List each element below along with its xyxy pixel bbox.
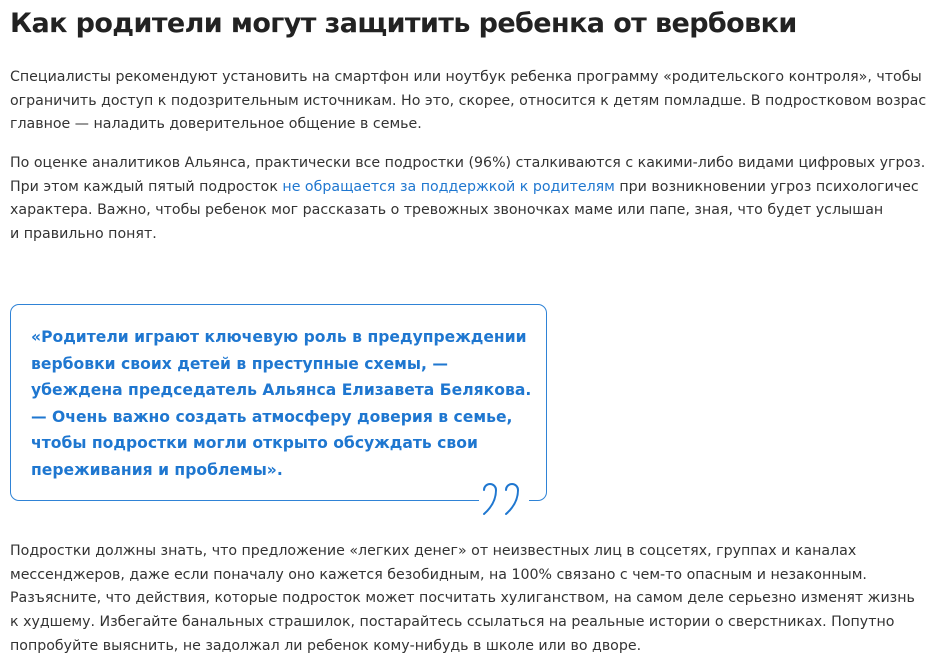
quote-line: «Родители играют ключевую роль в предупреждении <box>31 328 527 346</box>
quote-block <box>10 304 547 501</box>
quote-text <box>31 324 531 484</box>
paragraph-easy-money <box>10 540 915 659</box>
quote-line: переживания и проблемы». <box>31 460 283 479</box>
paragraph-line: к худшему. Избегайте банальных страшилок, постарайтесь ссылаться на реальные истории о сверстниках. Попутно <box>10 614 895 631</box>
quote-line: — Очень важно создать атмосферу доверия в семье, <box>31 407 513 426</box>
closing-quote-icon <box>479 476 529 520</box>
paragraph-line: ограничить доступ к подозрительным источникам. Но это, скорее, относится к детям помладше. В подростковом возрас <box>10 92 926 109</box>
paragraph-line: характера. Важно, чтобы ребенок мог рассказать о тревожных звоночках маме или папе, зная, что будет услышан <box>10 202 884 219</box>
paragraph-line: и правильно понят. <box>10 226 157 243</box>
paragraph-line: Подростки должны знать, что предложение «легких денег» от неизвестных лиц в соцсетях, группах и каналах <box>10 543 857 559</box>
paragraph-line: Специалисты рекомендуют установить на смартфон или ноутбук ребенка программу «родительского контроля», чтобы <box>10 69 922 85</box>
quote-line: вербовки своих детей в преступные схемы, — <box>31 354 448 373</box>
quote-line: чтобы подростки могли открыто обсуждать свои <box>31 434 478 453</box>
support-link[interactable]: не обращается за поддержкой к родителям <box>282 178 615 195</box>
paragraph-line: Разъясните, что действия, которые подросток может посчитать хулиганством, на самом деле серьезно изменят жизнь <box>10 590 915 607</box>
paragraph-line: По оценке аналитиков Альянса, практически все подростки (96%) сталкиваются с какими-либо видами цифровых угроз. <box>10 155 926 171</box>
paragraph-line: мессенджеров, даже если поначалу оно кажется безобидным, на 100% связано с чем-то опасным и незаконным. <box>10 566 867 583</box>
paragraph-line: попробуйте выяснить, не задолжал ли ребенок кому-нибудь в школе или во дворе. <box>10 637 642 654</box>
paragraph-parental-control <box>10 66 926 137</box>
paragraph-analytics <box>10 152 925 247</box>
paragraph-line <box>10 176 925 200</box>
article-title: Как родители могут защитить ребенка от вербовки <box>10 8 797 39</box>
paragraph-line: главное — наладить доверительное общение в семье. <box>10 116 422 133</box>
paragraph-text: При этом каждый пятый подросток <box>10 178 283 195</box>
paragraph-text: при возникновении угроз психологичес <box>614 178 919 195</box>
quote-line: убеждена председатель Альянса Елизавета Белякова. <box>31 381 532 400</box>
